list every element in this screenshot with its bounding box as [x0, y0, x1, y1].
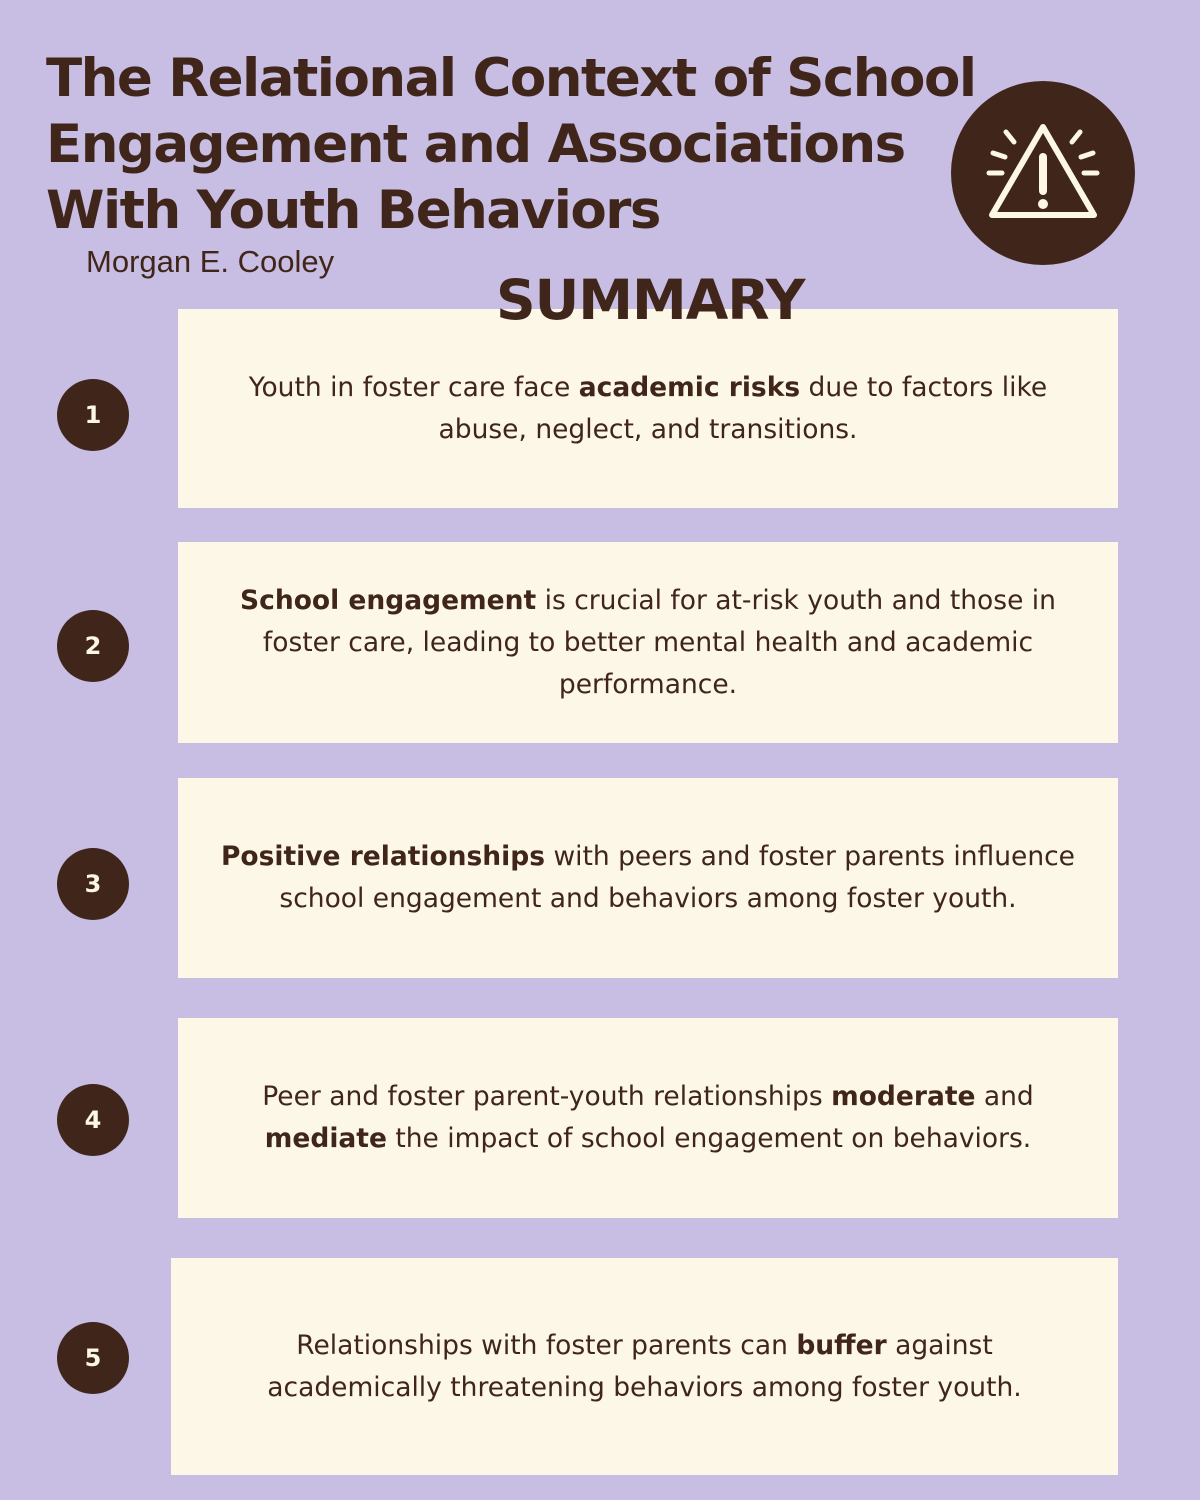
item-number-badge: [57, 1084, 129, 1156]
summary-text: Relationships with foster parents can buffer against academically threatening behaviors among foster youth.: [267, 1329, 1022, 1403]
item-number: 3: [84, 870, 102, 898]
item-number-badge: [57, 610, 129, 682]
item-number: 2: [84, 632, 102, 660]
summary-card-1: [178, 309, 1118, 508]
summary-text: Youth in foster care face academic risks due to factors like abuse, neglect, and transitions.: [248, 371, 1048, 445]
item-number: 4: [84, 1106, 102, 1134]
item-number-badge: [57, 848, 129, 920]
summary-card-4: [178, 1018, 1118, 1218]
item-number: 1: [84, 401, 102, 429]
summary-card-2: [178, 542, 1118, 743]
item-number: 5: [84, 1344, 102, 1372]
summary-card-5: [171, 1258, 1118, 1475]
page-title: [46, 46, 976, 244]
summary-card-3: [178, 778, 1118, 978]
summary-heading: SUMMARY: [496, 268, 805, 332]
warning-badge: [951, 81, 1135, 265]
warning-icon: [951, 81, 1135, 265]
title-line-3: With Youth Behaviors: [46, 180, 660, 241]
title-line-1: The Relational Context of School: [46, 48, 976, 109]
summary-text: Positive relationships with peers and foster parents influence school engagement and behaviors among foster youth.: [221, 841, 1075, 914]
author-name: Morgan E. Cooley: [86, 244, 335, 279]
item-number-badge: [57, 1322, 129, 1394]
summary-text: Peer and foster parent-youth relationships moderate and mediate the impact of school engagement on behaviors.: [262, 1081, 1034, 1154]
item-number-badge: [57, 379, 129, 451]
title-line-2: Engagement and Associations: [46, 114, 905, 175]
summary-text: School engagement is crucial for at-risk youth and those in foster care, leading to better mental health and academic performance.: [240, 584, 1056, 700]
